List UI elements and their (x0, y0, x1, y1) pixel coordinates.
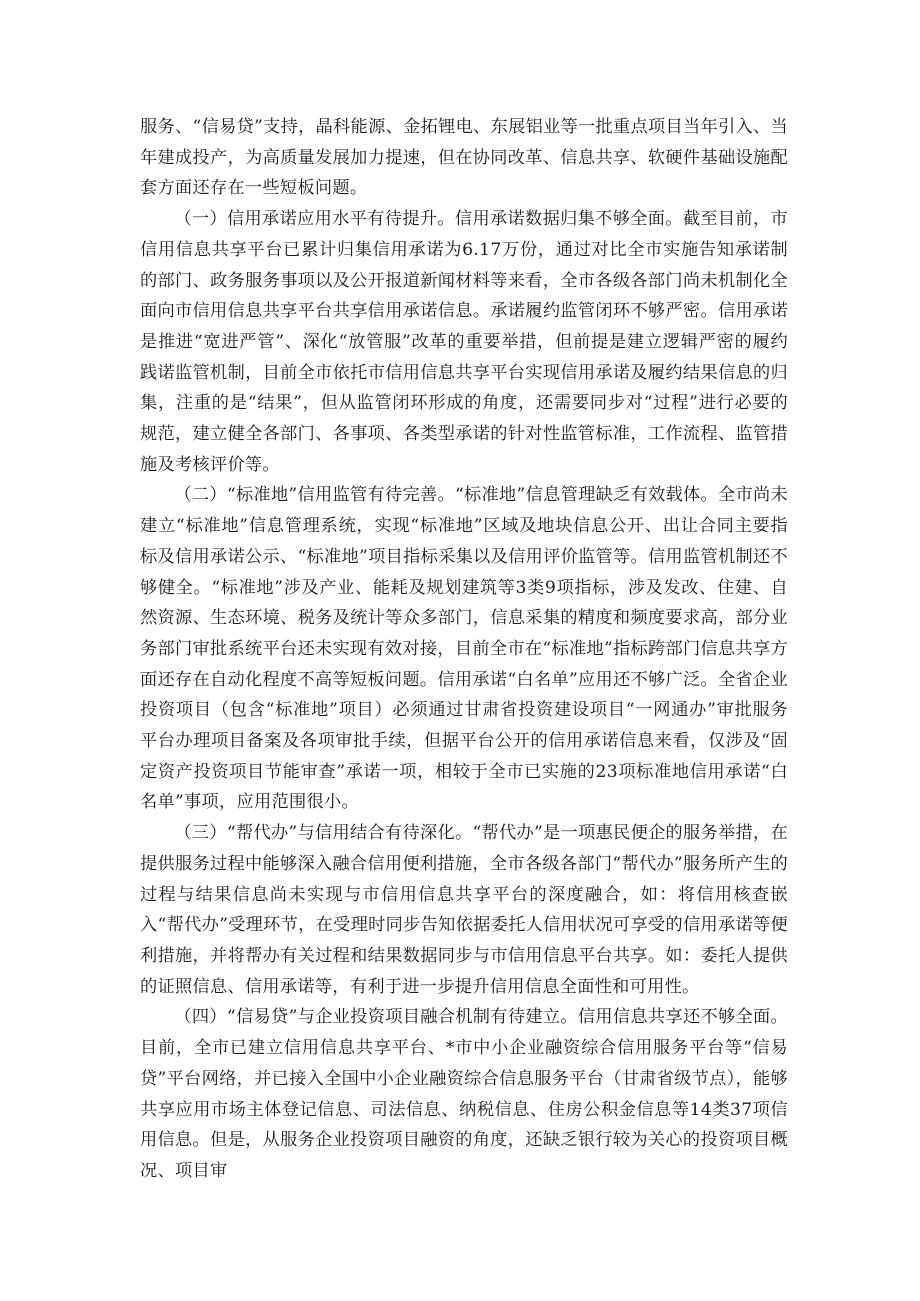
document-body (140, 112, 788, 1187)
paragraph-section-2: （二）“标准地”信用监管有待完善。“标准地”信息管理缺乏有效载体。全市尚未建立“标准地”信息管理系统，实现“标准地”区域及地块信息公开、出让合同主要指标及信用承诺公示、“标准地”项目指标采集以及信用评价监管等。信用监管机制还不够健全。“标准地”涉及产业、能耗及规划建筑等3类9项指标，涉及发改、住建、自然资源、生态环境、税务及统计等众多部门，信息采集的精度和频度要求高，部分业务部门审批系统平台还未实现有效对接，目前全市在“标准地”指标跨部门信息共享方面还存在自动化程度不高等短板问题。信用承诺“白名单”应用还不够广泛。全省企业投资项目（包含“标准地”项目）必须通过甘肃省投资建设项目“一网通办”审批服务平台办理项目备案及各项审批手续，但据平台公开的信用承诺信息来看，仅涉及“固定资产投资项目节能审查”承诺一项，相较于全市已实施的23项标准地信用承诺“白名单”事项，应用范围很小。 (140, 485, 788, 813)
paragraph-section-3: （三）“帮代办”与信用结合有待深化。“帮代办”是一项惠民便企的服务举措，在提供服务过程中能够深入融合信用便利措施，全市各级各部门“帮代办”服务所产生的过程与结果信息尚未实现与市信用信息共享平台的深度融合，如：将信用核查嵌入“帮代办”受理环节，在受理时同步告知依据委托人信用状况可享受的信用承诺等便利措施，并将帮办有关过程和结果数据同步与市信用信息平台共享。如：委托人提供的证照信息、信用承诺等，有利于进一步提升信用信息全面性和可用性。 (140, 823, 788, 997)
paragraph-intro-continuation: 服务、“信易贷”支持，晶科能源、金拓锂电、东展铝业等一批重点项目当年引入、当年建成投产，为高质量发展加力提速，但在协同改革、信息共享、软硬件基础设施配套方面还存在一些短板问题。 (140, 117, 788, 199)
paragraph-section-4: （四）“信易贷”与企业投资项目融合机制有待建立。信用信息共享还不够全面。目前，全市已建立信用信息共享平台、*市中小企业融资综合信用服务平台等“信易贷”平台网络，并已接入全国中小企业融资综合信息服务平台（甘肃省级节点），能够共享应用市场主体登记信息、司法信息、纳税信息、住房公积金信息等14类37项信用信息。但是，从服务企业投资项目融资的角度，还缺乏银行较为关心的投资项目概况、项目审 (140, 1007, 788, 1181)
paragraph-section-1: （一）信用承诺应用水平有待提升。信用承诺数据归集不够全面。截至目前，市信用信息共享平台已累计归集信用承诺为6.17万份，通过对比全市实施告知承诺制的部门、政务服务事项以及公开报道新闻材料等来看，全市各级各部门尚未机制化全面向市信用信息共享平台共享信用承诺信息。承诺履约监管闭环不够严密。信用承诺是推进“宽进严管”、深化“放管服”改革的重要举措，但前提是建立逻辑严密的履约践诺监管机制，目前全市依托市信用信息共享平台实现信用承诺及履约结果信息的归集，注重的是“结果”，但从监管闭环形成的角度，还需要同步对“过程”进行必要的规范，建立健全各部门、各事项、各类型承诺的针对性监管标准，工作流程、监管措施及考核评价等。 (140, 209, 788, 475)
